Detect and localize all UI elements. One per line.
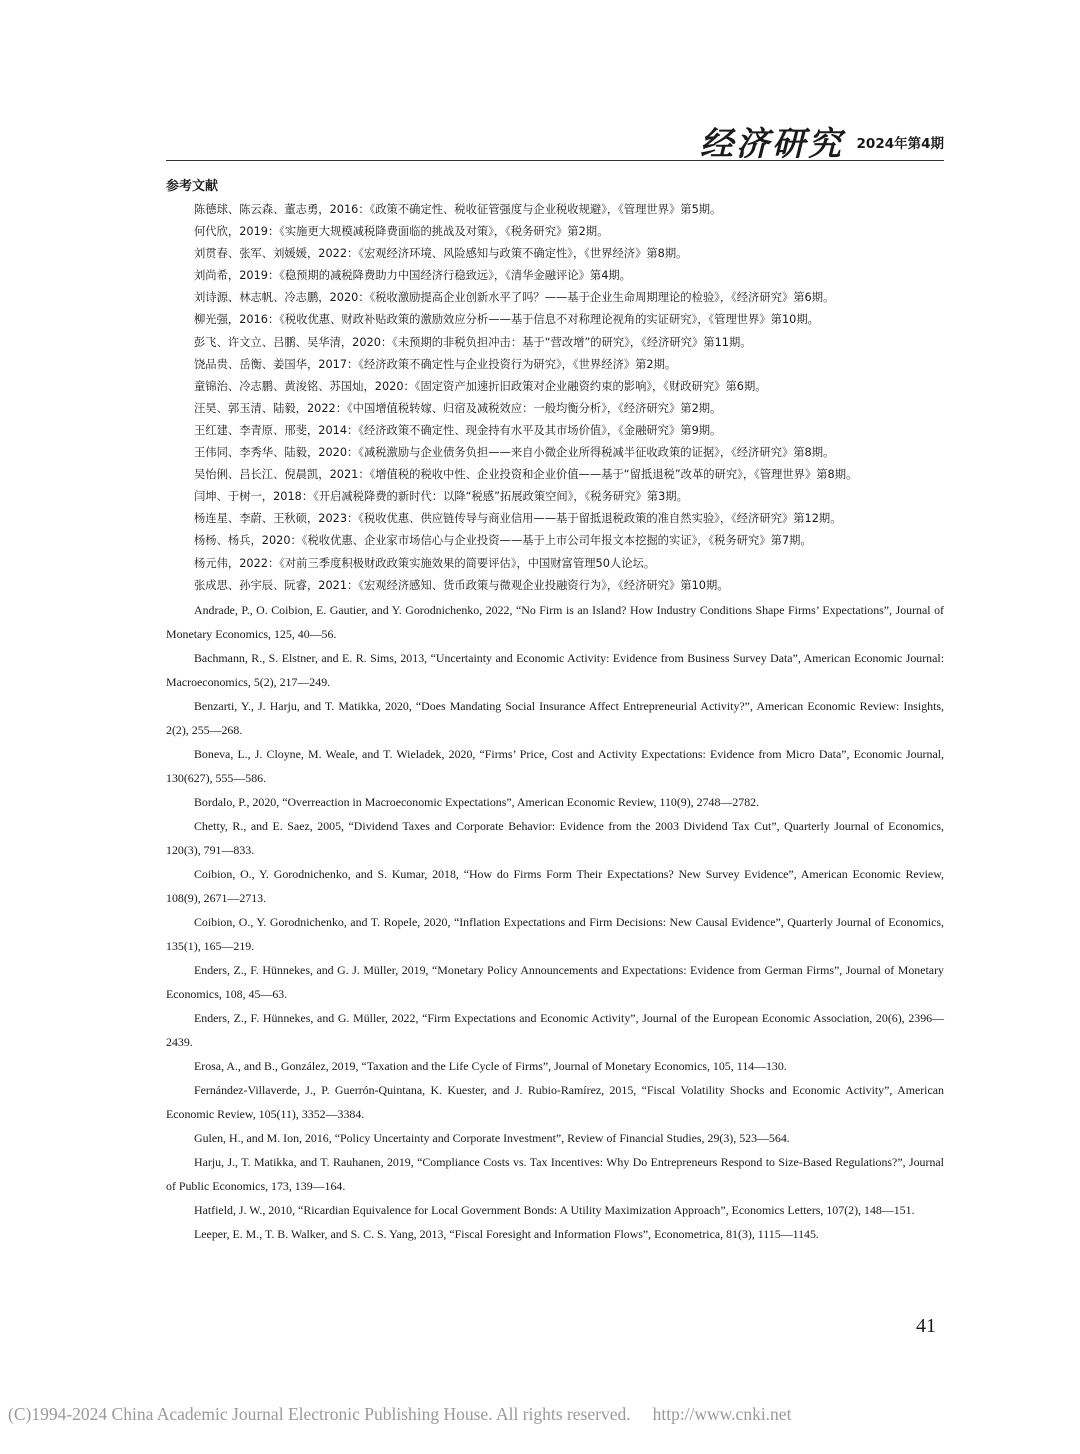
reference-item: Harju, J., T. Matikka, and T. Rauhanen, 2019, “Compliance Costs vs. Tax Incentives: Why Do Entrepreneurs Respond to Size-Based Regulations?”, Journal of Public Economics, 173, 139—164.: [166, 1154, 944, 1193]
reference-item: 童锦治、冷志鹏、黄浚铭、苏国灿，2020：《固定资产加速折旧政策对企业融资约束的影响》，《财政研究》第6期。: [194, 379, 767, 393]
reference-item: Leeper, E. M., T. B. Walker, and S. C. S. Yang, 2013, “Fiscal Foresight and Information Flows”, Econometrica, 81(3), 1115—1145.: [194, 1226, 819, 1241]
reference-item: Gulen, H., and M. Ion, 2016, “Policy Uncertainty and Corporate Investment”, Review of Financial Studies, 29(3), 523—564.: [194, 1130, 790, 1145]
reference-item: 刘诗源、林志帆、冷志鹏，2020：《税收激励提高企业创新水平了吗？——基于企业生命周期理论的检验》，《经济研究》第6期。: [194, 291, 835, 305]
reference-item: 饶品贵、岳衡、姜国华，2017：《经济政策不确定性与企业投资行为研究》，《世界经济》第2期。: [194, 357, 677, 371]
reference-item: 彭飞、许文立、吕鹏、吴华清，2020：《未预期的非税负担冲击：基于“营改增”的研究》，《经济研究》第11期。: [194, 335, 752, 349]
reference-item: Erosa, A., and B., González, 2019, “Taxation and the Life Cycle of Firms”, Journal of Monetary Economics, 105, 114—130.: [194, 1058, 787, 1073]
reference-item: 刘尚希，2019：《稳预期的减税降费助力中国经济行稳致远》，《清华金融评论》第4期。: [194, 269, 631, 283]
section-title: 参考文献: [166, 179, 219, 194]
reference-item: Bordalo, P., 2020, “Overreaction in Macroeconomic Expectations”, American Economic Review, 110(9), 2748—2782.: [194, 794, 760, 809]
reference-item: Bachmann, R., S. Elstner, and E. R. Sims, 2013, “Uncertainty and Economic Activity: Evidence from Business Survey Data”, American Economic Journal: Macroeconomics, 5(2), 217—249.: [166, 650, 944, 689]
reference-item: 杨连星、李蔚、王秋硕，2023：《税收优惠、供应链传导与商业信用——基于留抵退税政策的准自然实验》，《经济研究》第12期。: [194, 512, 842, 526]
reference-item: Coibion, O., Y. Gorodnichenko, and T. Ropele, 2020, “Inflation Expectations and Firm Decisions: New Causal Evidence”, Quarterly Journal of Economics, 135(1), 165—219.: [166, 914, 944, 953]
footer: [8, 1402, 791, 1426]
footer-copyright: (C)1994-2024 China Academic Journal Electronic Publishing House. All rights reserved.: [8, 1404, 631, 1424]
issue-label: 2024年第4期: [856, 136, 944, 152]
reference-item: Enders, Z., F. Hünnekes, and G. Müller, 2022, “Firm Expectations and Economic Activity”, Journal of the European Economic Association, 20(6), 2396—2439.: [166, 1010, 944, 1049]
page-number: 41: [916, 1315, 936, 1337]
reference-item: 杨杨、杨兵，2020：《税收优惠、企业家市场信心与企业投资——基于上市公司年报文本挖掘的实证》，《税务研究》第7期。: [194, 534, 812, 548]
reference-item: 柳光强，2016：《税收优惠、财政补贴政策的激励效应分析——基于信息不对称理论视角的实证研究》，《管理世界》第10期。: [194, 313, 819, 327]
reference-item: Andrade, P., O. Coibion, E. Gautier, and Y. Gorodnichenko, 2022, “No Firm is an Island? How Industry Conditions Shape Firms’ Expectations”, Journal of Monetary Economics, 125, 40—56.: [166, 602, 944, 641]
reference-item: Benzarti, Y., J. Harju, and T. Matikka, 2020, “Does Mandating Social Insurance Affect Entrepreneurial Activity?”, American Economic Review: Insights, 2(2), 255—268.: [166, 698, 944, 737]
reference-item: 闫坤、于树一，2018：《开启减税降费的新时代：以降“税感”拓展政策空间》，《税务研究》第3期。: [194, 490, 688, 504]
header-rule: [166, 160, 944, 161]
reference-item: Enders, Z., F. Hünnekes, and G. J. Müller, 2019, “Monetary Policy Announcements and Expectations: Evidence from German Firms”, Journal of Monetary Economics, 108, 45—63.: [166, 962, 944, 1001]
reference-item: Coibion, O., Y. Gorodnichenko, and S. Kumar, 2018, “How do Firms Form Their Expectations? New Survey Evidence”, American Economic Review, 108(9), 2671—2713.: [166, 866, 944, 905]
reference-item: 王红建、李青原、邢斐，2014：《经济政策不确定性、现金持有水平及其市场价值》，《金融研究》第9期。: [194, 423, 722, 437]
reference-item: 何代欣，2019：《实施更大规模减税降费面临的挑战及对策》，《税务研究》第2期。: [194, 225, 609, 239]
reference-item: 汪昊、郭玉清、陆毅，2022：《中国增值税转嫁、归宿及减税效应：一般均衡分析》，《经济研究》第2期。: [194, 401, 722, 415]
journal-masthead: 经济研究: [700, 124, 844, 163]
reference-list: [166, 200, 944, 1246]
reference-item: Hatfield, J. W., 2010, “Ricardian Equivalence for Local Government Bonds: A Utility Maximization Approach”, Economics Letters, 107(2), 148—151.: [194, 1202, 915, 1217]
reference-item: 陈德球、陈云森、董志勇，2016：《政策不确定性、税收征管强度与企业税收规避》，《管理世界》第5期。: [194, 203, 722, 216]
running-header: [166, 126, 944, 162]
reference-item: Fernández-Villaverde, J., P. Guerrón-Quintana, K. Kuester, and J. Rubio-Ramírez, 2015, “Fiscal Volatility Shocks and Economic Activity”, American Economic Review, 105(11), 3352—3384.: [166, 1082, 944, 1121]
reference-item: 刘贯春、张军、刘媛媛，2022：《宏观经济环境、风险感知与政策不确定性》，《世界经济》第8期。: [194, 247, 688, 261]
reference-item: Chetty, R., and E. Saez, 2005, “Dividend Taxes and Corporate Behavior: Evidence from the 2003 Dividend Tax Cut”, Quarterly Journal of Economics, 120(3), 791—833.: [166, 818, 944, 857]
reference-item: 王伟同、李秀华、陆毅，2020：《减税激励与企业债务负担——来自小微企业所得税减半征收政策的证据》，《经济研究》第8期。: [194, 446, 835, 460]
footer-link[interactable]: http://www.cnki.net: [652, 1404, 792, 1424]
reference-item: 吴怡俐、吕长江、倪晨凯，2021：《增值税的税收中性、企业投资和企业价值——基于“留抵退税”改革的研究》，《管理世界》第8期。: [194, 468, 858, 482]
reference-item: 杨元伟，2022：《对前三季度积极财政政策实施效果的简要评估》，中国财富管理50人论坛。: [194, 556, 656, 570]
reference-item: Boneva, L., J. Cloyne, M. Weale, and T. Wieladek, 2020, “Firms’ Price, Cost and Activity Expectations: Evidence from Micro Data”, Economic Journal, 130(627), 555—586.: [166, 746, 944, 785]
reference-item: 张成思、孙宇辰、阮睿，2021：《宏观经济感知、货币政策与微观企业投融资行为》，《经济研究》第10期。: [194, 578, 729, 592]
